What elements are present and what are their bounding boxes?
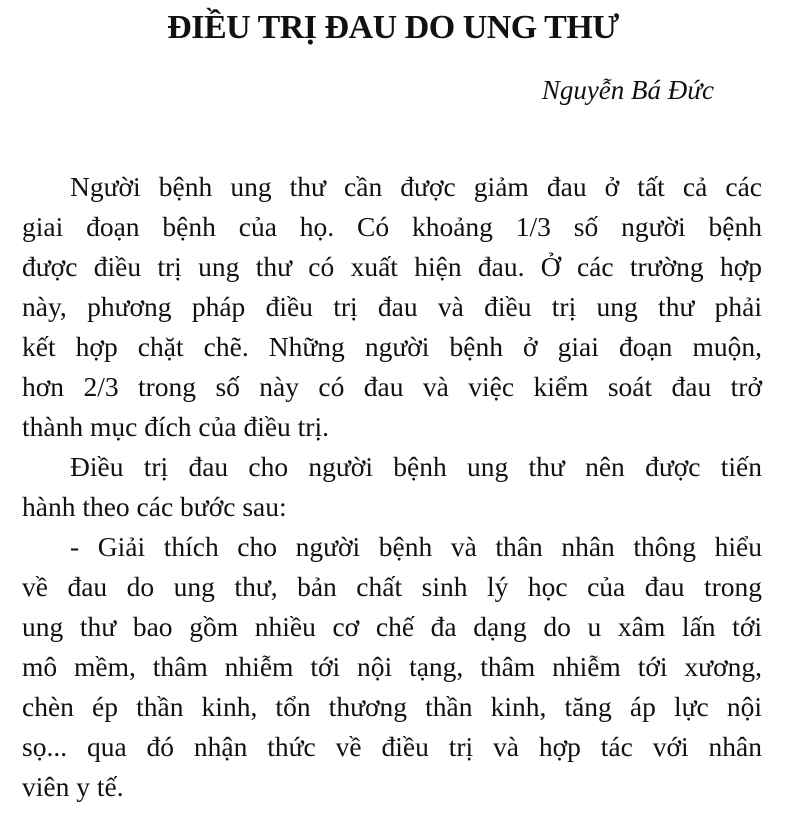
text-line: về đau do ung thư, bản chất sinh lý học của đau trong bbox=[22, 571, 762, 602]
text-line: viên y tế. bbox=[22, 771, 124, 802]
author-name: Nguyễn Bá Đức bbox=[541, 75, 714, 105]
text-line: mô mềm, thâm nhiễm tới nội tạng, thâm nhiễm tới xương, bbox=[22, 651, 762, 682]
text-line: hơn 2/3 trong số này có đau và việc kiểm soát đau trở bbox=[22, 371, 762, 402]
text-line: chèn ép thần kinh, tổn thương thần kinh, tăng áp lực nội bbox=[22, 691, 762, 722]
text-line: giai đoạn bệnh của họ. Có khoảng 1/3 số người bệnh bbox=[22, 211, 762, 242]
text-line: này, phương pháp điều trị đau và điều trị ung thư phải bbox=[22, 291, 762, 322]
text-line: Điều trị đau cho người bệnh ung thư nên được tiến bbox=[70, 451, 762, 482]
paragraph-3 bbox=[22, 527, 762, 807]
text-line: hành theo các bước sau: bbox=[22, 491, 287, 522]
text-line: thành mục đích của điều trị. bbox=[22, 411, 329, 442]
body-text bbox=[22, 167, 762, 807]
text-line: - Giải thích cho người bệnh và thân nhân thông hiểu bbox=[70, 531, 762, 562]
text-line: sọ... qua đó nhận thức về điều trị và hợp tác với nhân bbox=[22, 731, 762, 762]
text-line: kết hợp chặt chẽ. Những người bệnh ở giai đoạn muộn, bbox=[22, 331, 762, 362]
paragraph-2 bbox=[22, 447, 762, 527]
paragraph-1 bbox=[22, 167, 762, 447]
text-line: Người bệnh ung thư cần được giảm đau ở tất cả các bbox=[70, 171, 762, 202]
document-title: ĐIỀU TRỊ ĐAU DO UNG THƯ bbox=[167, 9, 619, 46]
text-line: được điều trị ung thư có xuất hiện đau. Ở các trường hợp bbox=[22, 251, 762, 282]
text-line: ung thư bao gồm nhiều cơ chế đa dạng do u xâm lấn tới bbox=[22, 611, 762, 642]
